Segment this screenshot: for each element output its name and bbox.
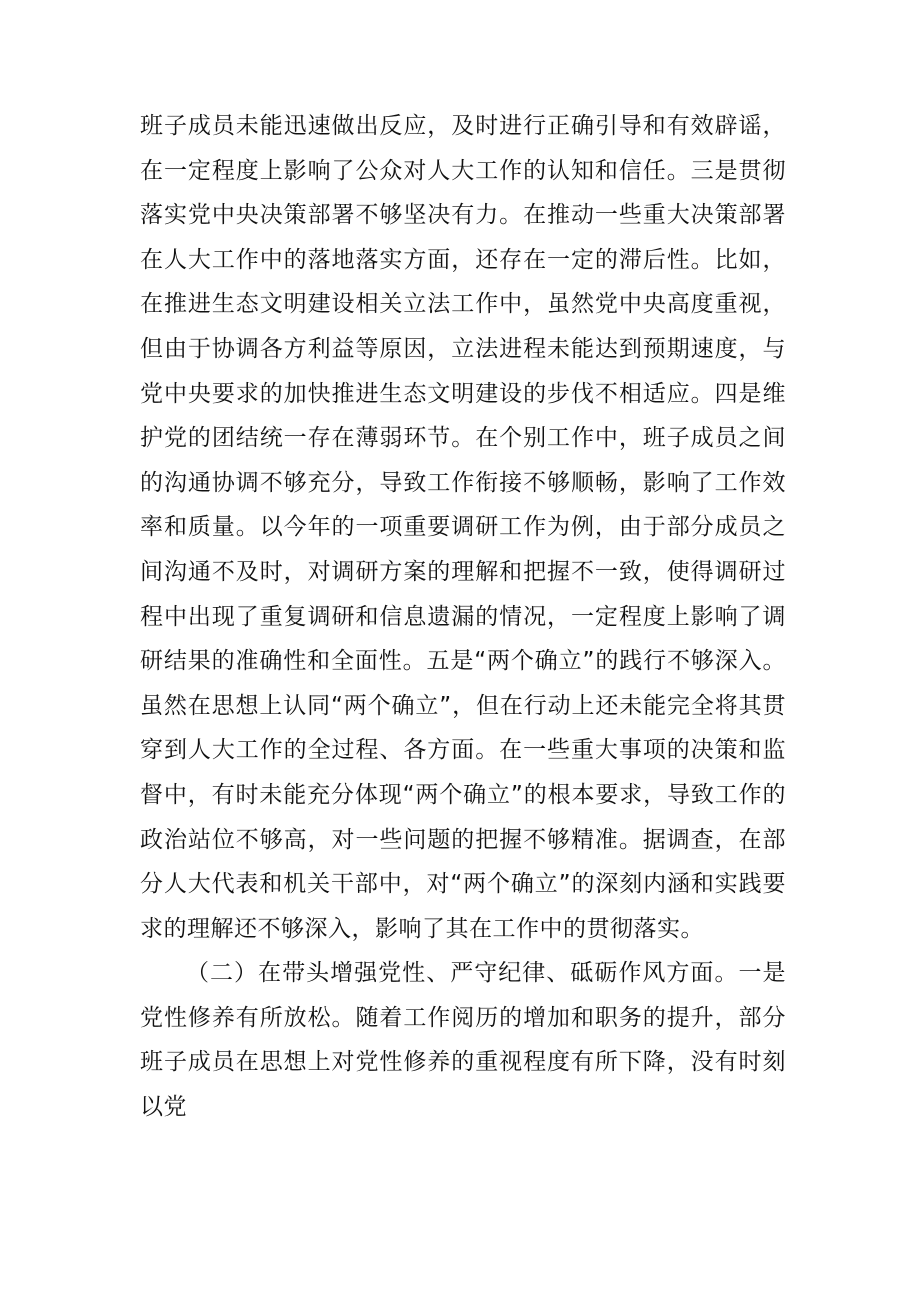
body-paragraph-continued: 班子成员未能迅速做出反应，及时进行正确引导和有效辟谣，在一定程度上影响了公众对人大工作的认知和信任。三是贯彻落实党中央决策部署不够坚决有力。在推动一些重大决策部署在人大工作中的落地落实方面，还存在一定的滞后性。比如，在推进生态文明建设相关立法工作中，虽然党中央高度重视，但由于协调各方利益等原因，立法进程未能达到预期速度，与党中央要求的加快推进生态文明建设的步伐不相适应。四是维护党的团结统一存在薄弱环节。在个别工作中，班子成员之间的沟通协调不够充分，导致工作衔接不够顺畅，影响了工作效率和质量。以今年的一项重要调研工作为例，由于部分成员之间沟通不及时，对调研方案的理解和把握不一致，使得调研过程中出现了重复调研和信息遗漏的情况，一定程度上影响了调研结果的准确性和全面性。五是“两个确立”的践行不够深入。虽然在思想上认同“两个确立”，但在行动上还未能完全将其贯穿到人大工作的全过程、各方面。在一些重大事项的决策和监督中，有时未能充分体现“两个确立”的根本要求，导致工作的政治站位不够高，对一些问题的把握不够精准。据调查，在部分人大代表和机关干部中，对“两个确立”的深刻内涵和实践要求的理解还不够深入，影响了其在工作中的贯彻落实。 <box>140 113 786 942</box>
section-paragraph-two: （二）在带头增强党性、严守纪律、砥砺作风方面。一是党性修养有所放松。随着工作阅历的增加和职务的提升，部分班子成员在思想上对党性修养的重视程度有所下降，没有时刻以党 <box>140 960 786 1121</box>
document-body <box>140 104 786 1130</box>
